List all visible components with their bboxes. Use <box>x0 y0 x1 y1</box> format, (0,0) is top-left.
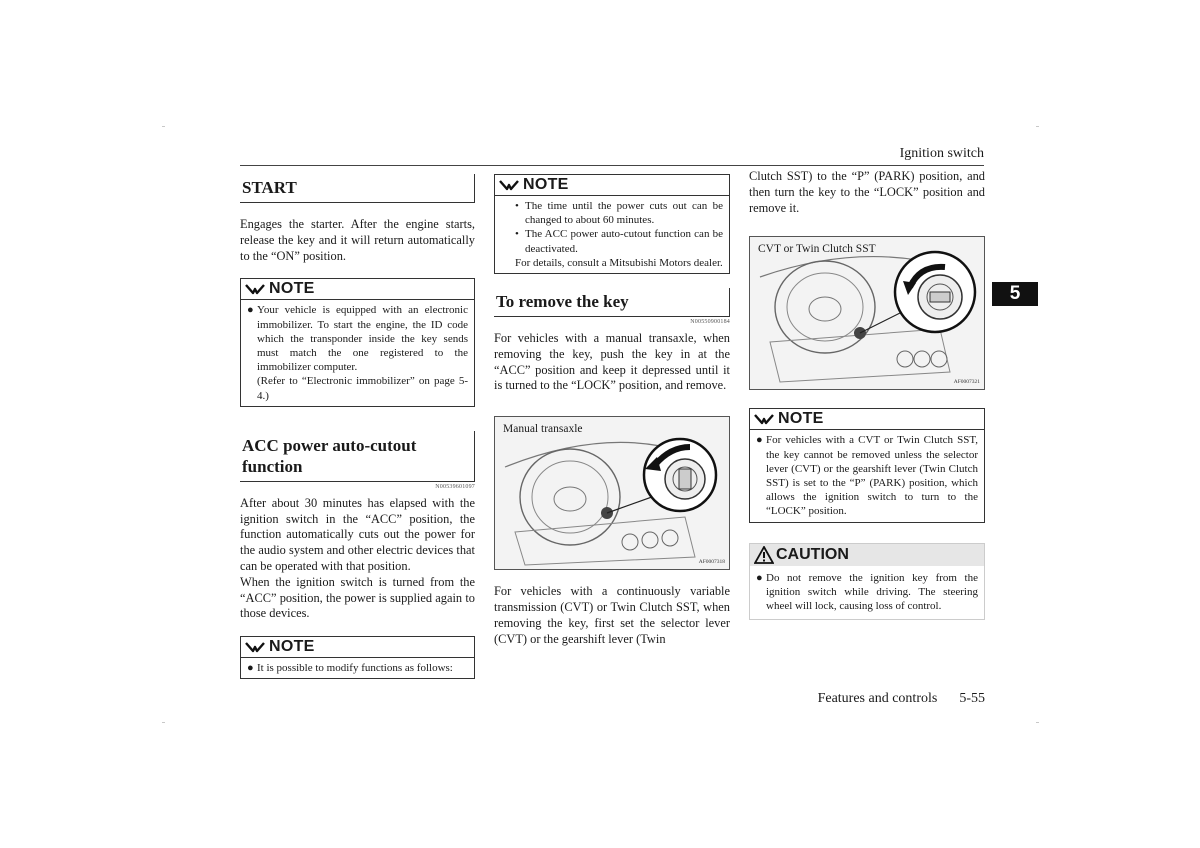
cvt-body-continued: Clutch SST) to the “P” (PARK) position, and then turn the key to the “LOCK” position and remove it. <box>749 169 985 215</box>
bullet-dot-icon: ● <box>756 434 763 447</box>
caution-label: CAUTION <box>776 545 849 563</box>
note-header <box>495 175 729 196</box>
start-body: Engages the starter. After the engine starts, release the key and it will return automatically to the “ON” position. <box>240 217 475 263</box>
column-3 <box>749 166 985 620</box>
note-label: NOTE <box>523 176 569 193</box>
crop-mark <box>162 126 165 127</box>
note-header <box>241 279 474 300</box>
note-text: For vehicles with a CVT or Twin Clutch SST, the key cannot be removed unless the selector lever (CVT) or the gearshift lever (Twin Clutch SST) is set to the “P” (PARK) position, which allows the ignition switch to turn to the “LOCK” position. <box>766 434 978 518</box>
note-box-immobilizer <box>240 278 475 406</box>
acc-body-2: When the ignition switch is turned from the “ACC” position, the power is supplied again to those devices. <box>240 574 475 621</box>
crop-mark <box>1036 722 1039 723</box>
note-box-acc: NOTE • The time until the power cuts out can be changed to about 60 minutes. • The ACC power auto-cutout function can be deactivated. For details, consult a Mitsubishi Motors dealer. <box>494 174 730 274</box>
figure-cvt <box>749 236 985 390</box>
note-hand-icon <box>245 283 265 295</box>
figure-caption: CVT or Twin Clutch SST <box>758 243 876 256</box>
cvt-body: For vehicles with a continuously variable transmission (CVT) or Twin Clutch SST, when removing the key, first set the selector lever (CVT) or the gearshift lever (Twin <box>494 584 730 646</box>
page-footer <box>800 691 985 707</box>
note-hand-icon <box>245 641 265 653</box>
warning-triangle-icon <box>754 546 774 564</box>
section-heading-remove: To remove the key <box>494 288 730 317</box>
remove-body: For vehicles with a manual transaxle, when removing the key, push the key in at the “ACC” position and keep it depressed until it is turned to the “LOCK” position, and remove. <box>494 331 730 393</box>
figure-caption: Manual transaxle <box>503 423 583 436</box>
note-header <box>241 637 474 658</box>
figure-code: AF0007321 <box>953 379 980 386</box>
running-header: Ignition switch <box>899 146 984 161</box>
chapter-tab[interactable]: 5 <box>992 282 1038 306</box>
caution-header <box>750 544 984 566</box>
note-header <box>750 409 984 430</box>
dashboard-key-illustration <box>750 237 984 387</box>
note-label: NOTE <box>269 280 315 298</box>
note-box-cvt <box>749 408 985 522</box>
note-label: NOTE <box>269 638 315 656</box>
note-item: The ACC power auto-cutout function can be deactivated. <box>525 228 723 255</box>
column-2 <box>494 166 730 647</box>
column-1 <box>240 166 475 679</box>
note-item: The time until the power cuts out can be changed to about 60 minutes. <box>525 200 723 227</box>
section-code: N00550900184 <box>690 319 730 326</box>
note-text: Your vehicle is equipped with an electronic immobilizer. To start the engine, the ID code which the transponder inside the key sends must match the one registered to the immobilizer computer. <box>257 304 468 374</box>
note-text: It is possible to modify functions as follows: <box>257 662 453 675</box>
bullet-dot-icon: ● <box>756 571 763 584</box>
footer-section: Features and controls <box>817 691 938 706</box>
figure-code: AF0007318 <box>698 559 725 566</box>
caution-box <box>749 543 985 621</box>
acc-body-1: After about 30 minutes has elapsed with the ignition switch in the “ACC” position, the function automatically cuts out the power for the audio system and other electric devices that can be operated with that position. <box>240 495 475 573</box>
figure-manual-transaxle <box>494 416 730 570</box>
bullet-dot-icon: ● <box>247 304 254 317</box>
note-hand-icon <box>754 413 774 425</box>
crop-mark <box>162 722 165 723</box>
bullet-dot-icon: ● <box>247 662 254 675</box>
note-detail: For details, consult a Mitsubishi Motors dealer. <box>515 256 723 269</box>
note-reference[interactable]: (Refer to “Electronic immobilizer” on page 5-4.) <box>257 375 468 402</box>
dashboard-key-illustration <box>495 417 729 567</box>
crop-mark <box>1036 126 1039 127</box>
caution-text: Do not remove the ignition key from the ignition switch while driving. The steering wheel will lock, causing loss of control. <box>766 571 978 613</box>
page-number: 5-55 <box>959 691 985 706</box>
note-label: NOTE <box>778 410 824 428</box>
section-code: N00539601097 <box>435 483 475 490</box>
note-hand-icon <box>499 179 519 191</box>
section-heading-start: START <box>240 174 475 203</box>
section-heading-acc: ACC power auto-cutout function <box>240 431 475 482</box>
note-box-modify <box>240 636 475 679</box>
